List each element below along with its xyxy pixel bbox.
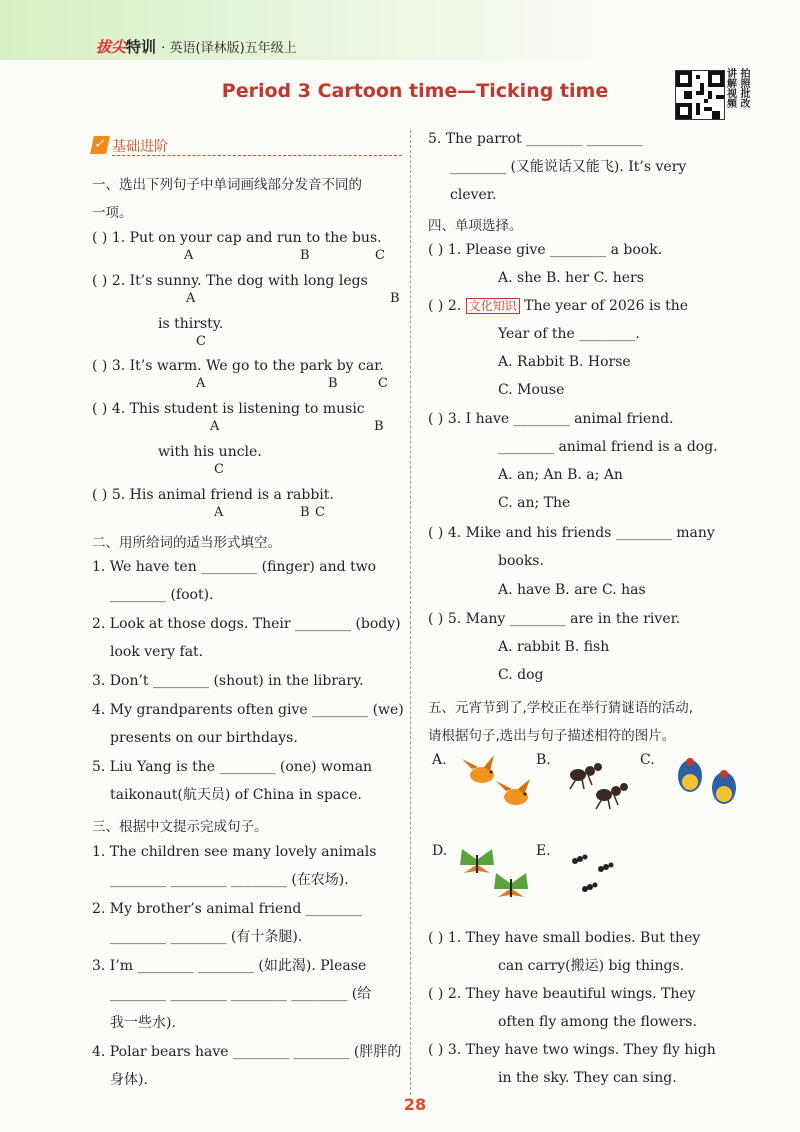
s2-q3: 3. Don’t ________ (shout) in the library. — [92, 673, 364, 689]
culture-tag: 文化知识 — [466, 298, 520, 314]
s3-q3-cont: ________ ________ ________ ________ (给 — [110, 986, 372, 1002]
s4-q4: ( ) 4. Mike and his friends ________ many — [428, 525, 715, 541]
pic-label-a: A. — [432, 752, 447, 768]
section-badge: ✓ 基础进阶 — [92, 136, 402, 158]
s3-q3: 3. I’m ________ ________ (如此渴). Please — [92, 958, 367, 974]
s5-q3-cont: in the sky. They can sing. — [498, 1070, 677, 1086]
s5-q1-cont: can carry(搬运) big things. — [498, 958, 685, 974]
s1-q1-opt-a: A — [184, 248, 194, 263]
pencil-icon: ✓ — [90, 136, 110, 154]
s1-q2-cont: is thirsty. — [158, 316, 224, 332]
small-ants-icon — [560, 845, 640, 905]
s2-q5-cont: taikonaut(航天员) of China in space. — [110, 787, 362, 803]
s1-q3-opt-b: B — [328, 376, 338, 391]
s4-q2: ( ) 2. 文化知识 The year of 2026 is the — [428, 298, 689, 314]
s1-q4: ( ) 4. This student is listening to music — [92, 401, 365, 417]
bees-icon — [668, 752, 748, 812]
s4-q3-options-2: C. an; The — [498, 495, 571, 511]
s2-q5: 5. Liu Yang is the ________ (one) woman — [92, 759, 373, 775]
s1-q4-cont: with his uncle. — [158, 444, 262, 460]
section-1-heading-cont: 一项。 — [92, 205, 133, 221]
s1-q2: ( ) 2. It’s sunny. The dog with long legs — [92, 273, 368, 289]
s4-q2-options-2: C. Mouse — [498, 382, 565, 398]
section-2-heading: 二、用所给词的适当形式填空。 — [92, 535, 281, 551]
s1-q1-opt-b: B — [300, 248, 310, 263]
s1-q3-opt-a: A — [196, 376, 206, 391]
s2-q1-cont: ________ (foot). — [110, 587, 214, 603]
s5-q3: ( ) 3. They have two wings. They fly high — [428, 1042, 716, 1058]
pic-label-b: B. — [536, 752, 551, 768]
s3-q1: 1. The children see many lovely animals — [92, 844, 377, 860]
s4-q3-options: A. an; An B. a; An — [498, 467, 623, 483]
s1-q3-opt-c: C — [378, 376, 388, 391]
s1-q5-opt-b: B — [300, 505, 310, 520]
s2-q2: 2. Look at those dogs. Their ________ (body) — [92, 616, 401, 632]
s1-q2-opt-b: B — [390, 291, 400, 306]
s1-q4-opt-b: B — [374, 419, 384, 434]
qr-code-icon[interactable] — [675, 70, 725, 120]
s4-q2-options: A. Rabbit B. Horse — [498, 354, 631, 370]
s3-q1-cont: ________ ________ ________ (在农场). — [110, 872, 349, 888]
s5-q2-cont: often fly among the flowers. — [498, 1014, 697, 1030]
s1-q1: ( ) 1. Put on your cap and run to the bus. — [92, 230, 382, 246]
s3-q4-cont: 身体). — [110, 1072, 148, 1088]
s2-q4-cont: presents on our birthdays. — [110, 730, 298, 746]
pic-label-c: C. — [640, 752, 655, 768]
s3-q5-cont2: clever. — [450, 187, 497, 203]
s4-q4-cont: books. — [498, 553, 544, 569]
s2-q2-cont: look very fat. — [110, 644, 204, 660]
pic-label-e: E. — [536, 843, 551, 859]
section-3-heading: 三、根据中文提示完成句子。 — [92, 819, 268, 835]
s1-q2-opt-c: C — [196, 334, 206, 349]
s4-q1-options: A. she B. her C. hers — [498, 270, 644, 286]
s1-q4-opt-c: C — [214, 462, 224, 477]
s3-q2: 2. My brother’s animal friend ________ — [92, 901, 362, 917]
column-divider — [410, 130, 411, 1095]
s2-q4: 4. My grandparents often give ________ (we) — [92, 702, 404, 718]
s4-q5-options: A. rabbit B. fish — [498, 639, 610, 655]
s1-q5: ( ) 5. His animal friend is a rabbit. — [92, 487, 334, 503]
s4-q3: ( ) 3. I have ________ animal friend. — [428, 411, 674, 427]
s1-q1-opt-c: C — [375, 248, 385, 263]
s1-q5-opt-c: C — [315, 505, 325, 520]
birds-icon — [460, 755, 540, 815]
s3-q2-cont: ________ ________ (有十条腿). — [110, 929, 303, 945]
s1-q3: ( ) 3. It’s warm. We go to the park by car. — [92, 358, 384, 374]
s4-q1: ( ) 1. Please give ________ a book. — [428, 242, 663, 258]
book-brand: 拔尖特训 · 英语(译林版)五年级上 — [96, 38, 297, 56]
s4-q2-cont: Year of the ________. — [498, 326, 640, 342]
s3-q5-cont: ________ (又能说话又能飞). It’s very — [450, 159, 687, 175]
s4-q4-options: A. have B. are C. has — [498, 582, 646, 598]
s3-q5: 5. The parrot ________ ________ — [428, 131, 643, 147]
s3-q3-cont2: 我一些水). — [110, 1015, 176, 1031]
section-5-heading: 五、元宵节到了,学校正在举行猜谜语的活动, — [428, 700, 694, 716]
s1-q5-opt-a: A — [214, 505, 224, 520]
section-4-heading: 四、单项选择。 — [428, 218, 523, 234]
butterflies-icon — [456, 843, 536, 907]
section-5-heading-cont: 请根据句子,选出与句子描述相符的图片。 — [428, 728, 676, 744]
s1-q2-opt-a: A — [186, 291, 196, 306]
s4-q3-cont: ________ animal friend is a dog. — [498, 439, 718, 455]
s5-q2: ( ) 2. They have beautiful wings. They — [428, 986, 696, 1002]
s1-q4-opt-a: A — [210, 419, 220, 434]
pic-label-d: D. — [432, 843, 448, 859]
ants-icon — [560, 755, 640, 815]
s4-q5: ( ) 5. Many ________ are in the river. — [428, 611, 681, 627]
page-title: Period 3 Cartoon time—Ticking time — [221, 80, 609, 102]
s2-q1: 1. We have ten ________ (finger) and two — [92, 559, 377, 575]
s3-q4: 4. Polar bears have ________ ________ (胖胖的 — [92, 1044, 402, 1060]
s5-q1: ( ) 1. They have small bodies. But they — [428, 930, 701, 946]
section-1-heading: 一、选出下列句子中单词画线部分发音不同的 — [92, 177, 362, 193]
page-number: 28 — [403, 1095, 427, 1114]
s4-q5-options-2: C. dog — [498, 667, 544, 683]
qr-caption: 讲 拍 解 照 视 批 频 改 — [727, 69, 751, 110]
